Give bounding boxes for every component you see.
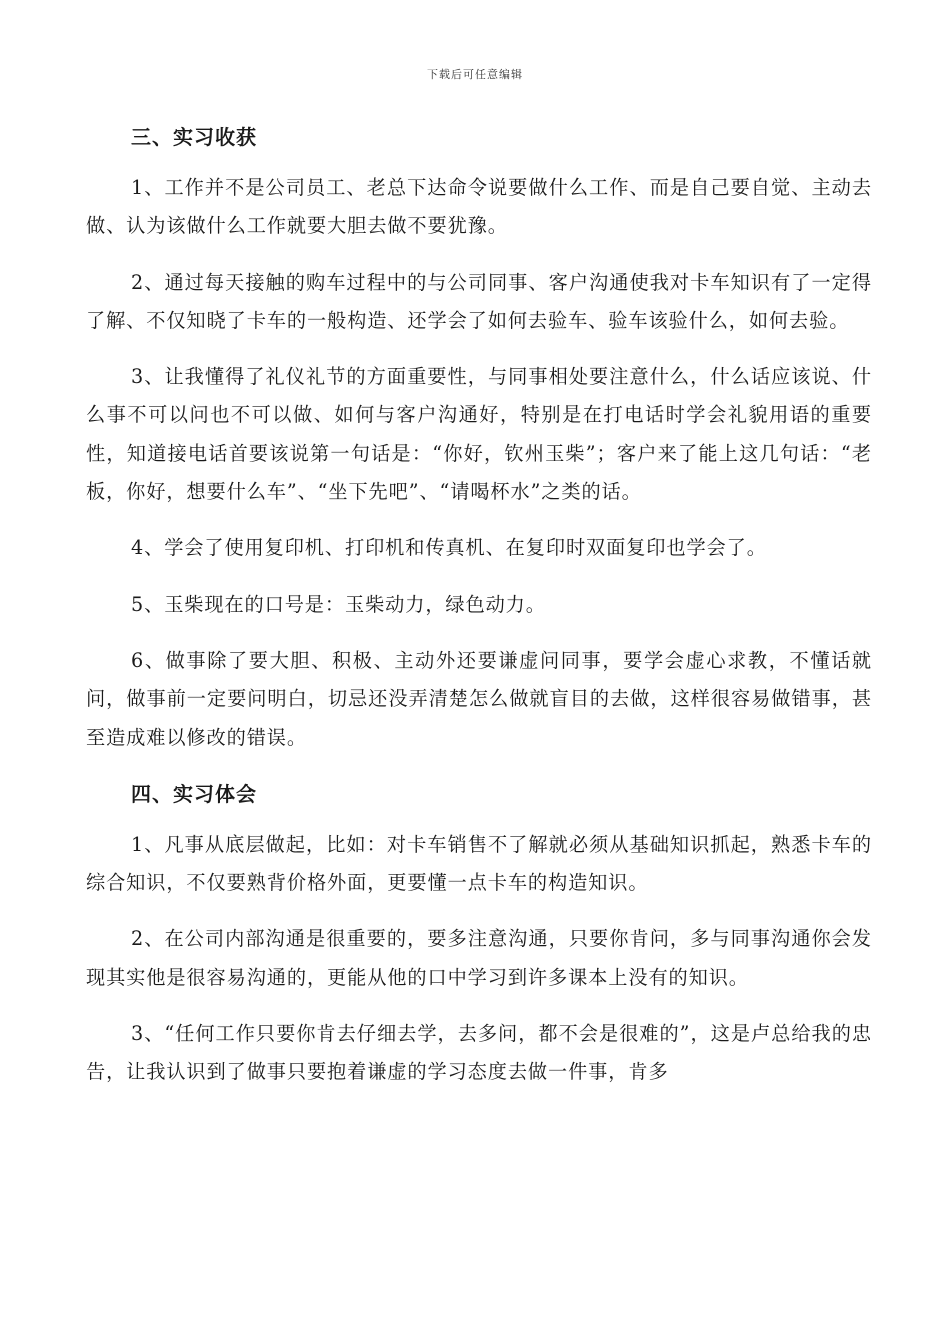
page-header: 下载后可任意编辑	[427, 68, 523, 81]
paragraph: 6、做事除了要大胆、积极、主动外还要谦虚问同事，要学会虚心求教，不懂话就问，做事前一定要问明白，切忌还没弄清楚怎么做就盲目的去做，这样很容易做错事，甚至造成难以修改的错误。	[86, 648, 872, 749]
paragraph: 3、让我懂得了礼仪礼节的方面重要性，与同事相处要注意什么，什么话应该说、什么事不可以问也不可以做、如何与客户沟通好，特别是在打电话时学会礼貌用语的重要性，知道接电话首要该说第一句话是：“你好，钦州玉柴”；客户来了能上这几句话：“老板，你好，想要什么车”、“坐下先吧”、“请喝杯水”之类的话。	[86, 365, 872, 504]
paragraph: 5、玉柴现在的口号是：玉柴动力，绿色动力。	[131, 592, 546, 616]
paragraph: 4、学会了使用复印机、打印机和传真机、在复印时双面复印也学会了。	[131, 536, 767, 560]
paragraph: 1、工作并不是公司员工、老总下达命令说要做什么工作、而是自己要自觉、主动去做、认为该做什么工作就要大胆去做不要犹豫。	[86, 176, 872, 238]
paragraph: 2、在公司内部沟通是很重要的，要多注意沟通，只要你肯问，多与同事沟通你会发现其实他是很容易沟通的，更能从他的口中学习到许多课本上没有的知识。	[86, 927, 872, 989]
paragraph: 1、凡事从底层做起，比如：对卡车销售不了解就必须从基础知识抓起，熟悉卡车的综合知识，不仅要熟背价格外面，更要懂一点卡车的构造知识。	[86, 832, 872, 895]
section-heading-internship-reflections: 四、实习体会	[131, 781, 257, 806]
paragraph: 2、通过每天接触的购车过程中的与公司同事、客户沟通使我对卡车知识有了一定得了解、不仅知晓了卡车的一般构造、还学会了如何去验车、验车该验什么，如何去验。	[86, 270, 872, 332]
paragraph: 3、“任何工作只要你肯去仔细去学，去多问，都不会是很难的”，这是卢总给我的忠告，让我认识到了做事只要抱着谦虚的学习态度去做一件事，肯多	[86, 1022, 872, 1084]
section-heading-internship-gains: 三、实习收获	[131, 125, 257, 149]
document-body	[86, 118, 872, 1110]
